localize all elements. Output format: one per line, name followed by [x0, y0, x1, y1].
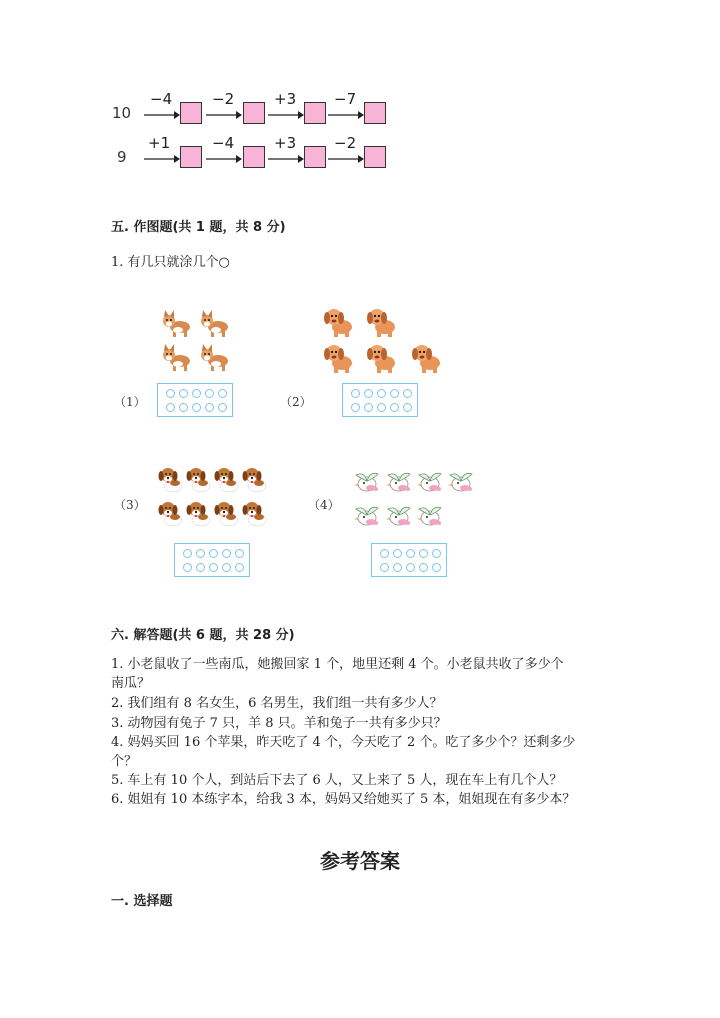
- answer-box[interactable]: [243, 146, 265, 168]
- chain-op: −2: [334, 134, 357, 152]
- grid-circle[interactable]: [183, 549, 192, 558]
- grid-circle[interactable]: [209, 563, 218, 572]
- arrow-icon: [206, 154, 242, 164]
- question-3: 3. 动物园有兔子 7 只，羊 8 只。羊和兔子一共有多少只？: [111, 716, 447, 731]
- arrow-icon: [268, 154, 304, 164]
- grid-circle[interactable]: [205, 403, 214, 412]
- chain-start: 10: [112, 104, 132, 122]
- grid-circle[interactable]: [419, 549, 428, 558]
- arrow-icon: [328, 110, 364, 120]
- section-5-title: 五. 作图题(共 1 题，共 8 分): [111, 220, 286, 235]
- question-6: 6. 姐姐有 10 本练字本，给我 3 本，妈妈又给她买了 5 本，姐姐现在有多少本？: [111, 792, 576, 807]
- grid-circle[interactable]: [351, 389, 360, 398]
- section-5-question: 1. 有几只就涂几个○: [111, 255, 230, 270]
- group-label-1: （1）: [114, 395, 146, 409]
- answer-box[interactable]: [304, 146, 326, 168]
- grid-circle[interactable]: [406, 563, 415, 572]
- puppy-icon: [322, 342, 356, 378]
- grid-circle[interactable]: [364, 403, 373, 412]
- puppy-icon: [365, 306, 399, 342]
- corgi-icon: [160, 344, 194, 376]
- grid-circle[interactable]: [192, 403, 201, 412]
- corgi-icon: [198, 344, 232, 376]
- corgi-icon: [198, 310, 232, 342]
- beagle-icon: [213, 499, 241, 531]
- grid-circle[interactable]: [364, 389, 373, 398]
- grid-circle[interactable]: [351, 403, 360, 412]
- question-4-line-2: 个？: [111, 754, 138, 769]
- grid-circle[interactable]: [196, 563, 205, 572]
- grid-circle[interactable]: [209, 549, 218, 558]
- question-1-line-2: 南瓜？: [111, 676, 151, 691]
- grid-circle[interactable]: [166, 389, 175, 398]
- grid-circle[interactable]: [222, 549, 231, 558]
- beagle-icon: [241, 499, 269, 531]
- puppy-icon: [322, 306, 356, 342]
- arrow-icon: [206, 110, 242, 120]
- chain-op: −7: [334, 90, 357, 108]
- answer-box[interactable]: [304, 102, 326, 124]
- answer-box[interactable]: [180, 146, 202, 168]
- grid-circle[interactable]: [179, 403, 188, 412]
- chain-op: −4: [212, 134, 235, 152]
- answer-box[interactable]: [364, 102, 386, 124]
- grid-circle[interactable]: [222, 563, 231, 572]
- grid-circle[interactable]: [218, 403, 227, 412]
- answers-section-1: 一. 选择题: [111, 894, 173, 909]
- beagle-icon: [185, 499, 213, 531]
- grid-circle[interactable]: [235, 549, 244, 558]
- beagle-icon: [157, 465, 185, 497]
- bird-icon: [446, 469, 476, 499]
- answers-title: 参考答案: [320, 849, 400, 873]
- puppy-icon: [365, 342, 399, 378]
- circle-grid-3[interactable]: [174, 543, 250, 577]
- grid-circle[interactable]: [377, 389, 386, 398]
- grid-circle[interactable]: [380, 549, 389, 558]
- group-label-4: （4）: [308, 498, 340, 512]
- section-6-title: 六. 解答题(共 6 题，共 28 分): [111, 628, 295, 643]
- grid-circle[interactable]: [403, 403, 412, 412]
- beagle-icon: [213, 465, 241, 497]
- arrow-icon: [268, 110, 304, 120]
- grid-circle[interactable]: [179, 389, 188, 398]
- grid-circle[interactable]: [218, 389, 227, 398]
- grid-circle[interactable]: [406, 549, 415, 558]
- answer-box[interactable]: [180, 102, 202, 124]
- bird-icon: [384, 469, 414, 499]
- chain-op: −2: [212, 90, 235, 108]
- circle-grid-4[interactable]: [371, 543, 447, 577]
- bird-icon: [415, 469, 445, 499]
- beagle-icon: [241, 465, 269, 497]
- puppy-icon: [410, 342, 444, 378]
- grid-circle[interactable]: [393, 563, 402, 572]
- grid-circle[interactable]: [235, 563, 244, 572]
- grid-circle[interactable]: [166, 403, 175, 412]
- grid-circle[interactable]: [432, 563, 441, 572]
- chain-op: +3: [274, 90, 297, 108]
- arrow-icon: [328, 154, 364, 164]
- grid-circle[interactable]: [390, 403, 399, 412]
- grid-circle[interactable]: [419, 563, 428, 572]
- chain-op: −4: [150, 90, 173, 108]
- bird-icon: [352, 503, 382, 533]
- grid-circle[interactable]: [205, 389, 214, 398]
- grid-circle[interactable]: [390, 389, 399, 398]
- group-label-3: （3）: [114, 498, 146, 512]
- chain-op: +1: [148, 134, 171, 152]
- question-1-line-1: 1. 小老鼠收了一些南瓜，她搬回家 1 个，地里还剩 4 个。小老鼠共收了多少个: [111, 657, 564, 672]
- corgi-icon: [160, 310, 194, 342]
- grid-circle[interactable]: [393, 549, 402, 558]
- arrow-icon: [144, 154, 180, 164]
- group-label-2: （2）: [280, 395, 312, 409]
- bird-icon: [352, 469, 382, 499]
- grid-circle[interactable]: [196, 549, 205, 558]
- circle-grid-1[interactable]: [157, 383, 233, 417]
- chain-start: 9: [117, 148, 127, 166]
- question-4-line-1: 4. 妈妈买回 16 个苹果，昨天吃了 4 个，今天吃了 2 个。吃了多少个？还剩多少: [111, 735, 576, 750]
- bird-icon: [384, 503, 414, 533]
- grid-circle[interactable]: [377, 403, 386, 412]
- grid-circle[interactable]: [403, 389, 412, 398]
- number-chain-2: [112, 136, 402, 176]
- grid-circle[interactable]: [183, 563, 192, 572]
- grid-circle[interactable]: [192, 389, 201, 398]
- question-5: 5. 车上有 10 个人，到站后下去了 6 人，又上来了 5 人，现在车上有几个人？: [111, 773, 563, 788]
- answer-box[interactable]: [364, 146, 386, 168]
- grid-circle[interactable]: [432, 549, 441, 558]
- bird-icon: [415, 503, 445, 533]
- number-chain-1: [112, 92, 402, 132]
- question-2: 2. 我们组有 8 名女生，6 名男生，我们组一共有多少人？: [111, 696, 443, 711]
- grid-circle[interactable]: [380, 563, 389, 572]
- answer-box[interactable]: [243, 102, 265, 124]
- beagle-icon: [157, 499, 185, 531]
- chain-op: +3: [274, 134, 297, 152]
- beagle-icon: [185, 465, 213, 497]
- arrow-icon: [144, 110, 180, 120]
- circle-grid-2[interactable]: [342, 383, 418, 417]
